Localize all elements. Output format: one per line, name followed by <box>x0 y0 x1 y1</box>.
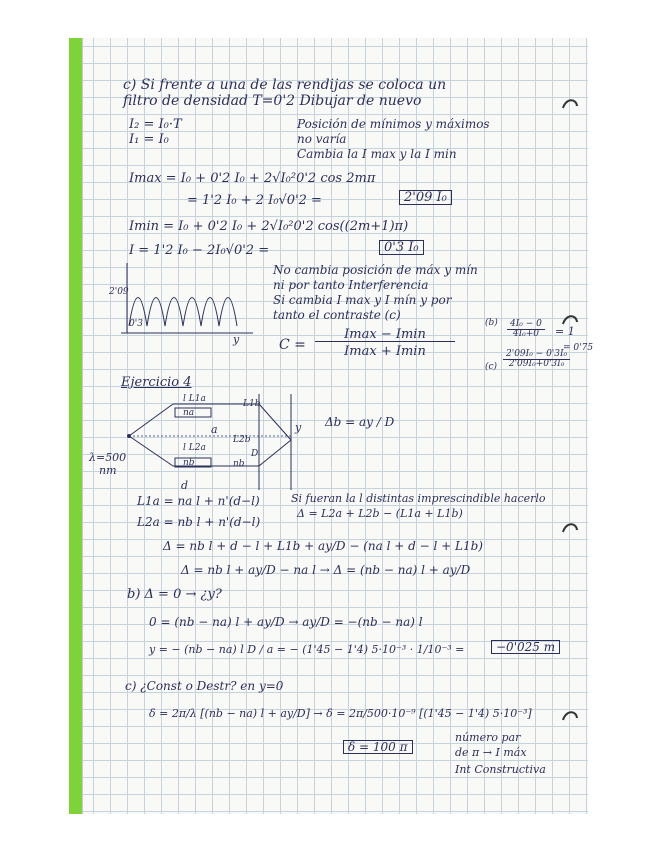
diagram-nb-box: nb <box>183 458 195 468</box>
conclusion-1: No cambia posición de máx y mín <box>273 263 478 277</box>
part-c2-note-1: número par <box>455 731 521 744</box>
contrast-b-num: 4I₀ − 0 <box>507 320 545 330</box>
diagram-na: na <box>183 408 195 418</box>
contrast-c-value: = 0'75 <box>563 343 594 353</box>
contrast-c-den: 2'09I₀+0'3I₀ <box>508 359 565 369</box>
contrast-b-fraction <box>507 320 545 339</box>
note-position: Posición de mínimos y máximos <box>297 117 490 131</box>
tag-c: (c) <box>485 362 498 372</box>
graph-label-low: 0'3 <box>129 319 143 329</box>
notebook-page <box>82 38 594 814</box>
si-note-2: Δ = L2a + L2b − (L1a + L1b) <box>297 507 463 520</box>
intensity-graph <box>113 258 263 348</box>
graph-label-top: 2'09 <box>109 287 129 297</box>
contrast-b-den: 4I₀+0 <box>512 329 540 339</box>
diagram-lambda: λ=500 <box>89 451 127 464</box>
binder-ring-mid <box>560 312 580 332</box>
conclusion-3: Si cambia I max y I mín y por <box>273 293 452 307</box>
contrast-c-num: 2'09I₀ − 0'3I₀ <box>503 350 570 360</box>
contrast-fraction <box>315 328 455 358</box>
part-b-heading: b) Δ = 0 → ¿y? <box>127 587 222 602</box>
conclusion-4: tanto el contraste (c) <box>273 308 401 322</box>
delta-line-1: Δ = nb l + d − l + L1b + ay/D − (na l + d − l + L1b) <box>163 539 483 553</box>
note-cambia: Cambia la I max y la I min <box>297 147 457 161</box>
tag-b: (b) <box>485 318 498 328</box>
part-b-line-2: y = − (nb − na) l D / a = − (1'45 − 1'4) 5·10⁻³ · 1/10⁻³ = <box>149 643 465 656</box>
imax-line-1: Imax = I₀ + 0'2 I₀ + 2√I₀²0'2 cos 2mπ <box>129 171 376 186</box>
imax-line-2: = 1'2 I₀ + 2 I₀√0'2 = <box>187 193 322 208</box>
part-c-heading-2: filtro de densidad T=0'2 Dibujar de nuevo <box>123 93 422 109</box>
imin-line-1: Imin = I₀ + 0'2 I₀ + 2√I₀²0'2 cos((2m+1)π) <box>129 219 409 234</box>
binder-ring-bottom <box>560 708 580 728</box>
diagram-l1b: L1b <box>243 399 261 409</box>
diagram-l1a: l L1a <box>183 394 206 404</box>
part-b-line-1: 0 = (nb − na) l + ay/D → ay/D = −(nb − na) l <box>149 615 423 629</box>
delta-b-eq: Δb = ay / D <box>325 415 395 429</box>
diagram-nm: nm <box>99 464 117 477</box>
note-no-varia: no varía <box>297 132 347 146</box>
l1a-equation: L1a = na l + n'(d−l) <box>137 494 260 508</box>
part-b-result: −0'025 m <box>491 640 560 654</box>
diagram-a: a <box>211 423 218 436</box>
left-edge-green-strip <box>69 38 82 814</box>
imax-result: 2'09 I₀ <box>399 190 452 205</box>
delta-line-2: Δ = nb l + ay/D − na l → Δ = (nb − na) l + ay/D <box>181 563 471 577</box>
contrast-numerator: Imax − Imin <box>315 328 455 342</box>
diagram-l2a: l L2a <box>183 443 206 453</box>
part-c2-line-1: δ = 2π/λ [(nb − na) l + ay/D] → δ = 2π/500·10⁻⁹ [(1'45 − 1'4) 5·10⁻³] <box>149 707 532 720</box>
contrast-denominator: Imax + Imin <box>344 344 426 359</box>
imin-result: 0'3 I₀ <box>379 240 424 255</box>
diagram-y: y <box>295 421 302 434</box>
binder-ring-top <box>560 96 580 116</box>
contrast-lhs: C = <box>279 337 306 353</box>
diagram-D: D <box>251 449 259 459</box>
si-note-1: Si fueran la l distintas imprescindible hacerlo <box>291 492 546 505</box>
graph-axis-y: y <box>233 333 240 346</box>
part-c2-note-2: de π → I máx <box>455 746 527 759</box>
imin-line-2: I = 1'2 I₀ − 2I₀√0'2 = <box>129 243 270 258</box>
contrast-b-value: = 1 <box>555 325 575 338</box>
exercise-4-title: Ejercicio 4 <box>121 375 192 390</box>
part-c-heading: c) Si frente a una de las rendijas se coloca un <box>123 77 447 93</box>
part-c2-heading: c) ¿Const o Destr? en y=0 <box>125 679 284 693</box>
diagram-l2b: L2b <box>233 435 251 445</box>
i2-equation: I₂ = I₀·T <box>129 117 182 132</box>
conclusion-2: ni por tanto Interferencia <box>273 278 429 292</box>
diagram-d: d <box>181 479 189 492</box>
part-c2-note-3: Int Constructiva <box>455 763 546 776</box>
part-c2-result: δ = 100 π <box>343 740 413 754</box>
slit-diagram <box>113 394 313 504</box>
binder-ring-lower <box>560 520 580 540</box>
i1-equation: I₁ = I₀ <box>129 132 169 147</box>
l2a-equation: L2a = nb l + n'(d−l) <box>137 515 261 529</box>
contrast-c-fraction <box>503 350 570 369</box>
diagram-nb: nb <box>233 459 245 469</box>
